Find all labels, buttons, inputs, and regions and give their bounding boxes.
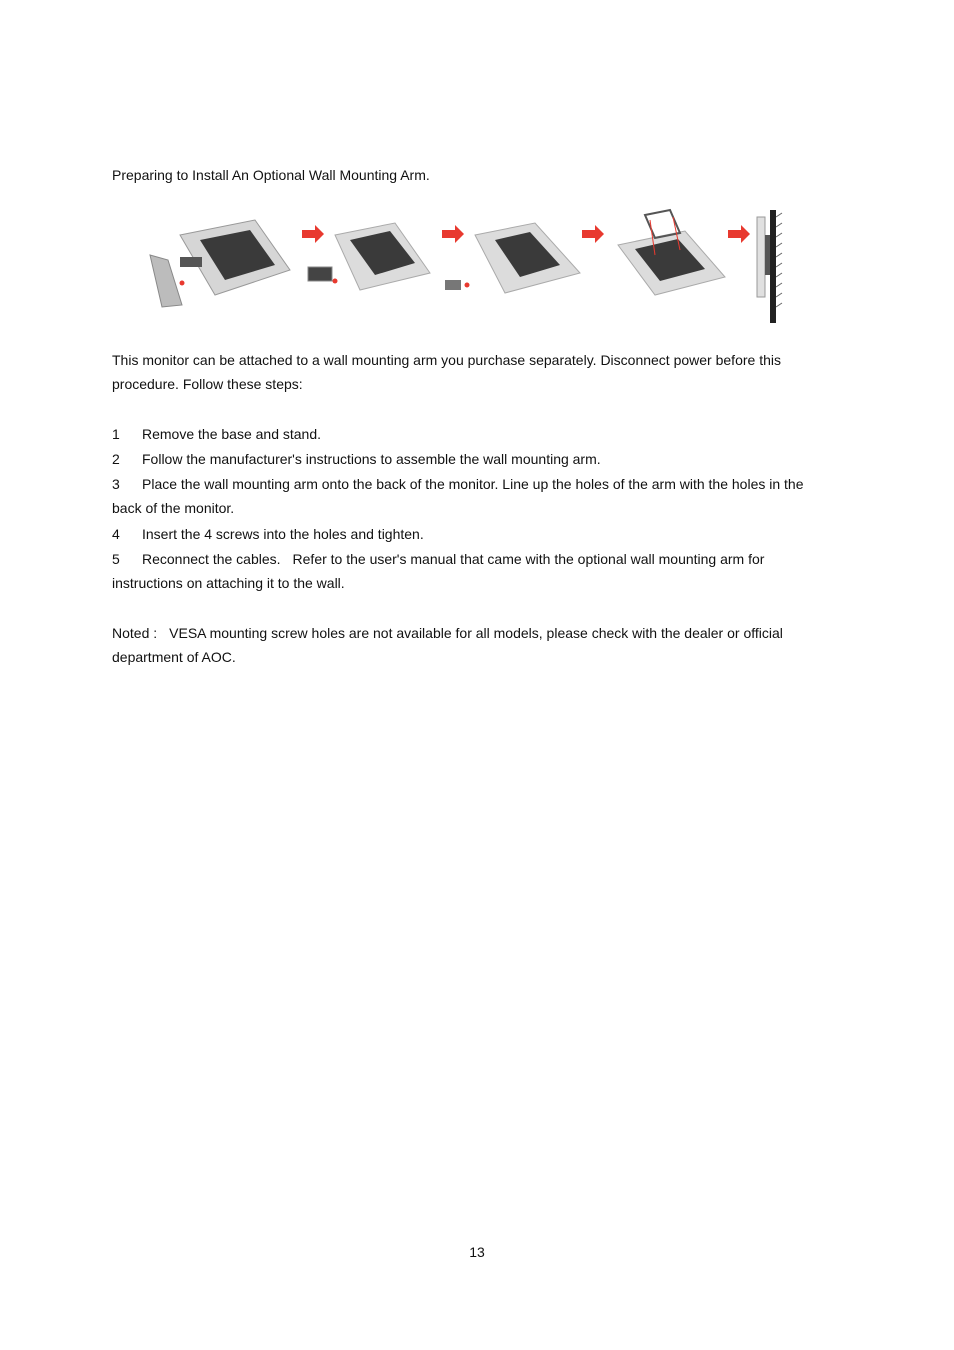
section-heading: Preparing to Install An Optional Wall Mounting Arm. bbox=[112, 167, 430, 183]
step-item bbox=[112, 422, 832, 446]
step-text: Remove the base and stand. bbox=[142, 426, 322, 442]
arrow-icon bbox=[302, 225, 324, 243]
step-number: 5 bbox=[112, 551, 120, 567]
step-text: Place the wall mounting arm onto the back of the monitor. Line up the holes of the arm with the holes in the back of the monitor. bbox=[112, 476, 804, 516]
arrow-icon bbox=[442, 225, 464, 243]
wall-mounted-monitor-illustration bbox=[757, 210, 782, 323]
note-text: VESA mounting screw holes are not available for all models, please check with the dealer or official department of AOC. bbox=[112, 625, 783, 665]
wall-mount-instruction-figure bbox=[140, 205, 800, 330]
step-text: Insert the 4 screws into the holes and tighten. bbox=[142, 526, 424, 542]
step-number: 3 bbox=[112, 476, 120, 492]
page-number: 13 bbox=[469, 1244, 485, 1260]
step-number: 2 bbox=[112, 451, 120, 467]
intro-paragraph: This monitor can be attached to a wall mounting arm you purchase separately. Disconnect power before this procedure. Follow these steps: bbox=[112, 352, 781, 392]
step-item bbox=[112, 547, 832, 595]
step-number: 4 bbox=[112, 526, 120, 542]
step-item bbox=[112, 472, 832, 520]
step-item bbox=[112, 447, 832, 471]
monitor-back-illustration bbox=[308, 223, 430, 290]
step-number: 1 bbox=[112, 426, 120, 442]
step-text-continued: Refer to the user's manual that came with the optional wall mounting arm for instructions on attaching it to the wall. bbox=[112, 551, 765, 591]
note-label: Noted : bbox=[112, 625, 158, 641]
monitor-with-screws-illustration bbox=[445, 223, 580, 293]
step-text: Reconnect the cables. bbox=[142, 551, 281, 567]
arrow-icon bbox=[582, 225, 604, 243]
arrow-icon bbox=[728, 225, 750, 243]
note-paragraph bbox=[112, 621, 832, 669]
monitor-with-vesa-plate-illustration bbox=[618, 210, 725, 295]
step-text: Follow the manufacturer's instructions to assemble the wall mounting arm. bbox=[142, 451, 601, 467]
step-item bbox=[112, 522, 832, 546]
monitor-with-base-illustration bbox=[150, 220, 290, 307]
